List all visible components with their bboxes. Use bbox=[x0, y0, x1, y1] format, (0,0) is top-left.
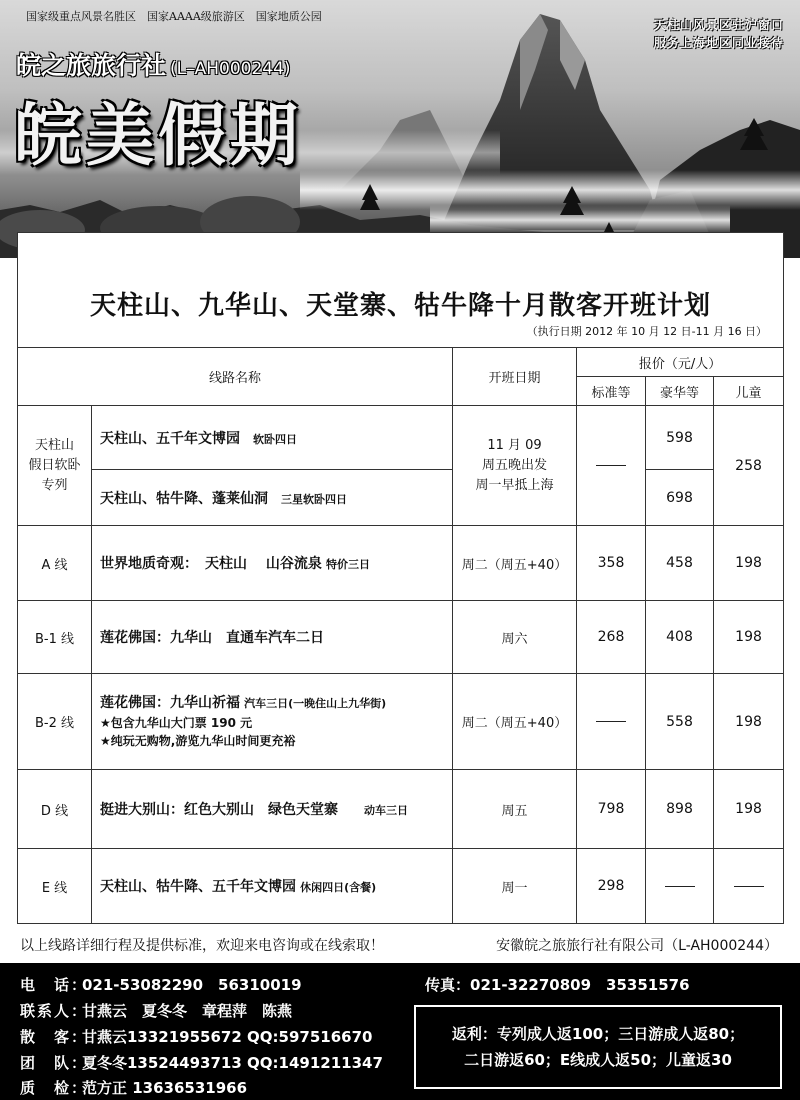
route-note: 动车三日 bbox=[364, 804, 409, 817]
contact-fax bbox=[425, 974, 690, 995]
price-child: 198 bbox=[714, 770, 784, 849]
route-cell bbox=[92, 601, 453, 674]
header-deluxe: 豪华等 bbox=[646, 377, 714, 406]
departure-cell bbox=[453, 406, 577, 526]
price-deluxe: 408 bbox=[646, 601, 714, 674]
route-cell bbox=[92, 849, 453, 924]
agency-license: (L–AH000244) bbox=[170, 59, 291, 79]
price-child: 258 bbox=[714, 406, 784, 526]
qc-label: 质 检： bbox=[20, 1079, 89, 1097]
banner-slogan-line2: 服务上海地区同业接待 bbox=[653, 36, 784, 50]
route-cell bbox=[92, 770, 453, 849]
banner-slogan-line1: 天柱山风景区驻沪窗口 bbox=[653, 18, 784, 32]
price-standard: 268 bbox=[577, 601, 646, 674]
price-child: 198 bbox=[714, 674, 784, 770]
route-name: 挺进大别山：红色大别山 绿色天堂寨 bbox=[100, 802, 338, 818]
route-note: 汽车三日(一晚住山上九华街) bbox=[244, 697, 387, 710]
footer-note bbox=[20, 935, 790, 955]
group-contact: 夏冬冬13524493713 QQ:1491211347 bbox=[82, 1054, 383, 1072]
table-row bbox=[18, 849, 784, 924]
route-cell bbox=[92, 470, 453, 526]
price-standard: 298 bbox=[577, 849, 646, 924]
footer-company: 安徽皖之旅旅行社有限公司（L-AH000244） bbox=[496, 938, 778, 954]
price-deluxe-empty bbox=[646, 849, 714, 924]
price-child: 198 bbox=[714, 526, 784, 601]
price-standard: 358 bbox=[577, 526, 646, 601]
departure-date: 周二（周五+40） bbox=[453, 526, 577, 601]
agency-name bbox=[16, 46, 291, 82]
individual-contact: 甘燕云13321955672 QQ:597516670 bbox=[82, 1028, 373, 1046]
contact-qc bbox=[20, 1077, 247, 1098]
title-cell bbox=[18, 233, 784, 348]
footer-note-left: 以上线路详细行程及提供标准，欢迎来电咨询或在线索取！ bbox=[20, 938, 384, 954]
route-cell bbox=[92, 674, 453, 770]
departure-date: 周一 bbox=[453, 849, 577, 924]
scenic-area-tags: 国家级重点风景名胜区 国家AAAA级旅游区 国家地质公园 bbox=[26, 10, 322, 23]
price-deluxe: 558 bbox=[646, 674, 714, 770]
route-name: 莲花佛国：九华山祈福 bbox=[100, 695, 240, 711]
contact-staff bbox=[20, 1000, 292, 1021]
header-date: 开班日期 bbox=[453, 348, 577, 406]
route-name: 世界地质奇观： 天柱山 山谷流泉 bbox=[100, 556, 322, 572]
price-deluxe: 458 bbox=[646, 526, 714, 601]
price-standard: 798 bbox=[577, 770, 646, 849]
rebate-line2: 二日游返60；E线成人返50；儿童返30 bbox=[464, 1051, 732, 1069]
contact-panel bbox=[0, 963, 800, 1100]
fax-label: 传真： bbox=[425, 976, 471, 994]
route-inclusion: ★包含九华山大门票 190 元 bbox=[100, 716, 253, 730]
route-cell bbox=[92, 406, 453, 470]
plan-effective-date: （执行日期 2012 年 10 月 12 日-11 月 16 日） bbox=[526, 325, 768, 338]
route-note: 休闲四日(含餐) bbox=[300, 881, 377, 894]
departure-date: 周六 bbox=[453, 601, 577, 674]
departure-date: 11 月 09 bbox=[487, 437, 542, 453]
phone-number: 021-53082290 56310019 bbox=[82, 976, 302, 994]
rebate-line1: 返利：专列成人返100；三日游成人返80； bbox=[451, 1025, 745, 1043]
dash-mark bbox=[665, 886, 695, 887]
header-banner bbox=[0, 0, 800, 258]
header-standard: 标准等 bbox=[577, 377, 646, 406]
route-name: 天柱山、牯牛降、蓬莱仙洞 bbox=[100, 490, 268, 507]
table-row bbox=[18, 770, 784, 849]
arrival-time: 周一早抵上海 bbox=[475, 477, 554, 493]
route-note: 三星软卧四日 bbox=[281, 492, 348, 506]
departure-date: 周二（周五+40） bbox=[453, 674, 577, 770]
header-price: 报价（元/人） bbox=[577, 348, 784, 377]
price-deluxe: 598 bbox=[646, 406, 714, 470]
route-group-label: B-1 线 bbox=[18, 601, 92, 674]
dash-mark bbox=[734, 886, 764, 887]
route-group-label: B-2 线 bbox=[18, 674, 92, 770]
price-child: 198 bbox=[714, 601, 784, 674]
route-note: 软卧四日 bbox=[253, 432, 298, 446]
route-feature: ★纯玩无购物,游览九华山时间更充裕 bbox=[100, 734, 296, 748]
route-cell bbox=[92, 526, 453, 601]
departure-date: 周五 bbox=[453, 770, 577, 849]
contact-individual bbox=[20, 1026, 372, 1047]
price-standard-empty bbox=[577, 406, 646, 526]
price-deluxe: 898 bbox=[646, 770, 714, 849]
route-name: 莲花佛国：九华山 直通车汽车二日 bbox=[100, 630, 324, 646]
table-row bbox=[18, 526, 784, 601]
agency-name-text: 皖之旅旅行社 bbox=[16, 51, 167, 80]
price-deluxe: 698 bbox=[646, 470, 714, 526]
brand-title: 皖美假期 bbox=[14, 97, 303, 176]
dash-mark bbox=[596, 721, 626, 722]
qc-contact: 范方正 13636531966 bbox=[82, 1079, 248, 1097]
dash-mark bbox=[596, 465, 626, 466]
tour-schedule-table bbox=[17, 232, 784, 924]
header-child: 儿童 bbox=[714, 377, 784, 406]
contact-group bbox=[20, 1052, 383, 1073]
route-group-label: 天柱山 假日软卧 专列 bbox=[18, 406, 92, 526]
plan-title: 天柱山、九华山、天堂寨、牯牛降十月散客开班计划 bbox=[90, 291, 712, 321]
group-label: 团 队： bbox=[20, 1054, 89, 1072]
contact-phone bbox=[20, 974, 302, 995]
staff-label: 联系人： bbox=[20, 1002, 89, 1020]
table-row bbox=[18, 674, 784, 770]
route-note: 特价三日 bbox=[326, 558, 371, 571]
individual-label: 散 客： bbox=[20, 1028, 89, 1046]
table-row bbox=[18, 601, 784, 674]
price-child-empty bbox=[714, 849, 784, 924]
route-group-label: A 线 bbox=[18, 526, 92, 601]
table-row bbox=[18, 470, 784, 526]
route-group-label: D 线 bbox=[18, 770, 92, 849]
phone-label: 电 话： bbox=[20, 976, 89, 994]
rebate-box bbox=[414, 1005, 782, 1089]
header-route: 线路名称 bbox=[18, 348, 453, 406]
route-name: 天柱山、牯牛降、五千年文博园 bbox=[100, 879, 296, 895]
price-standard-empty bbox=[577, 674, 646, 770]
departure-time: 周五晚出发 bbox=[481, 457, 547, 473]
fax-number: 021-32270809 35351576 bbox=[470, 976, 690, 994]
route-name: 天柱山、五千年文博园 bbox=[100, 430, 240, 447]
route-group-label: E 线 bbox=[18, 849, 92, 924]
staff-names: 甘燕云 夏冬冬 章程萍 陈燕 bbox=[82, 1002, 293, 1020]
table-row bbox=[18, 406, 784, 470]
